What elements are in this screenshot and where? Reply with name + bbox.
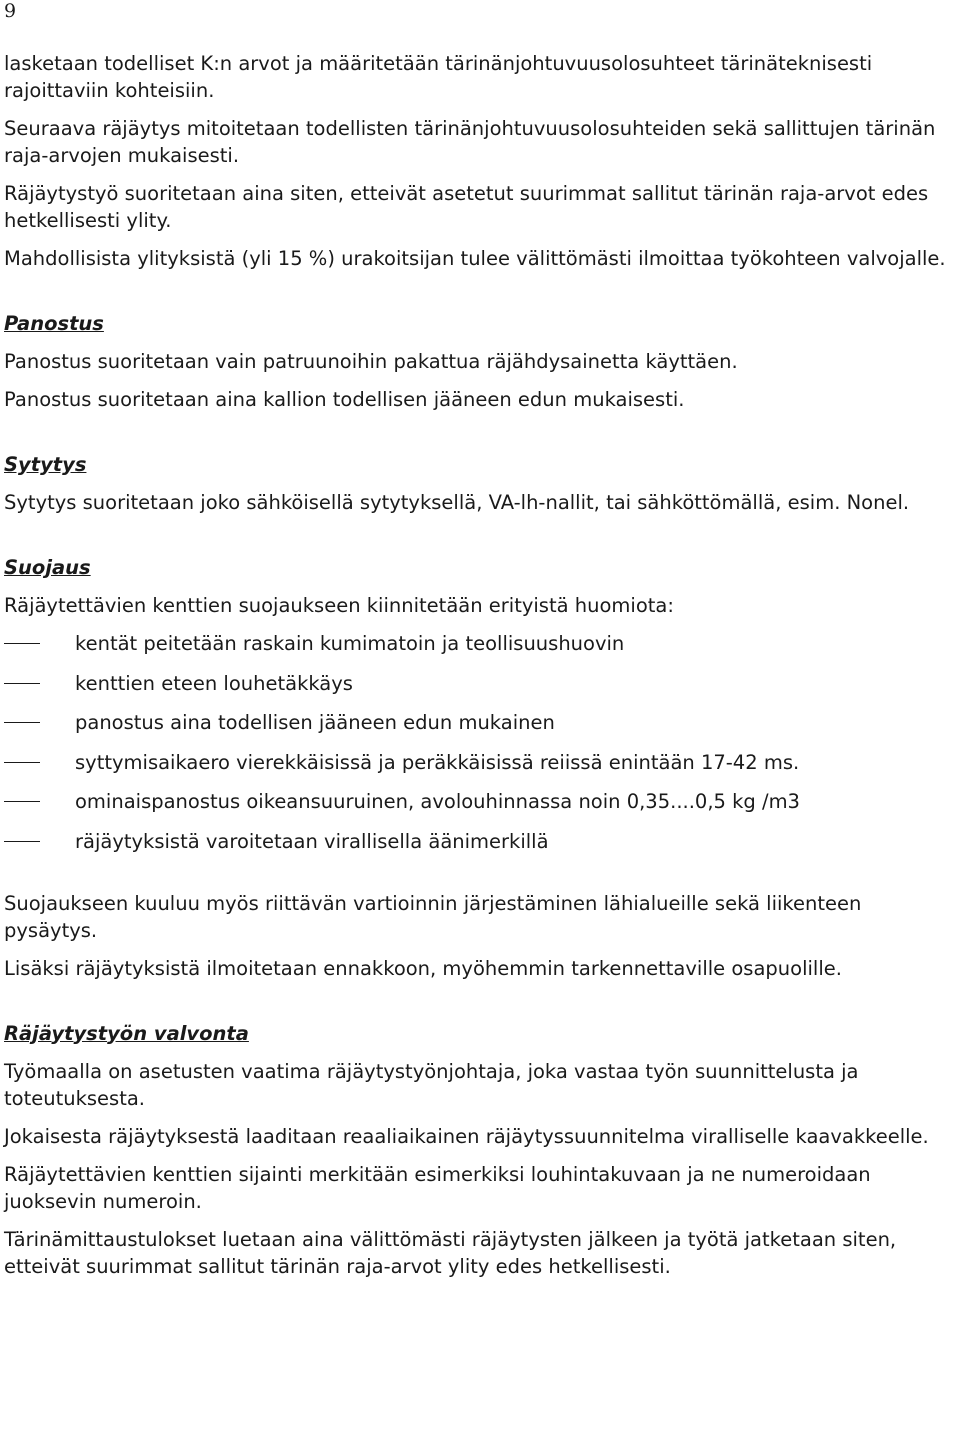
list-item-text: syttymisaikaero vierekkäisissä ja peräkkäisissä reiissä enintään 17-42 ms. xyxy=(75,750,800,774)
sytytys-paragraph: Sytytys suoritetaan joko sähköisellä sytytyksellä, VA-lh-nallit, tai sähköttömällä, esim. Nonel. xyxy=(4,491,910,514)
valvonta-paragraph: Räjäytettävien kenttien sijainti merkitään esimerkiksi louhintakuvaan ja ne numeroidaan juoksevin numeroin. xyxy=(4,1162,871,1213)
list-item xyxy=(4,670,956,697)
intro-paragraph: Seuraava räjäytys mitoitetaan todellisten tärinänjohtuvuusolosuhteiden sekä sallittujen tärinän raja-arvojen mukaisesti. xyxy=(4,117,936,167)
dash-bullet-icon xyxy=(4,683,40,684)
dash-bullet-icon xyxy=(4,762,40,763)
panostus-paragraph: Panostus suoritetaan aina kallion todellisen jääneen edun mukaisesti. xyxy=(4,388,685,411)
list-item xyxy=(4,630,956,657)
suojaus-lead: Räjäytettävien kenttien suojaukseen kiinnitetään erityistä huomiota: xyxy=(4,594,674,617)
suojaus-paragraph: Suojaukseen kuuluu myös riittävän vartioinnin järjestäminen lähialueille sekä liikenteen pysäytys. xyxy=(4,891,862,942)
suojaus-list xyxy=(4,630,956,855)
page-number: 9 xyxy=(4,0,17,22)
list-item-text: ominaispanostus oikeansuuruinen, avolouhinnassa noin 0,35....0,5 kg /m3 xyxy=(75,790,800,813)
section-heading-suojaus: Suojaus xyxy=(4,556,91,579)
section-heading-valvonta: Räjäytystyön valvonta xyxy=(4,1021,249,1045)
intro-paragraph: Räjäytystyö suoritetaan aina siten, etteivät asetetut suurimmat sallitut tärinän raja-arvot edes hetkellisesti ylity. xyxy=(4,182,929,232)
intro-paragraph: Mahdollisista ylityksistä (yli 15 %) urakoitsijan tulee välittömästi ilmoittaa työkohteen valvojalle. xyxy=(4,247,946,270)
dash-bullet-icon xyxy=(4,643,40,644)
suojaus-paragraph: Lisäksi räjäytyksistä ilmoitetaan ennakkoon, myöhemmin tarkennettaville osapuolille. xyxy=(4,956,842,980)
valvonta-paragraph: Työmaalla on asetusten vaatima räjäytystyönjohtaja, joka vastaa työn suunnittelusta ja toteutuksesta. xyxy=(4,1059,859,1110)
panostus-paragraph: Panostus suoritetaan vain patruunoihin pakattua räjähdysainetta käyttäen. xyxy=(4,350,738,373)
dash-bullet-icon xyxy=(4,722,40,723)
list-item-text: panostus aina todellisen jääneen edun mukainen xyxy=(75,711,555,734)
dash-bullet-icon xyxy=(4,801,40,802)
list-item-text: kenttien eteen louhetäkkäys xyxy=(75,671,353,695)
section-heading-sytytys: Sytytys xyxy=(4,453,87,476)
list-item xyxy=(4,828,956,855)
valvonta-paragraph: Jokaisesta räjäytyksestä laaditaan reaaliaikainen räjäytyssuunnitelma viralliselle kaavakkeelle. xyxy=(4,1124,929,1148)
section-heading-panostus: Panostus xyxy=(4,312,104,335)
list-item xyxy=(4,788,956,815)
list-item xyxy=(4,709,956,736)
list-item xyxy=(4,749,956,776)
valvonta-paragraph: Tärinämittaustulokset luetaan aina välittömästi räjäytysten jälkeen ja työtä jatketaan siten, etteivät suurimmat sallitut tärinän raja-arvot ylity edes hetkellisesti. xyxy=(4,1227,897,1278)
intro-paragraph: lasketaan todelliset K:n arvot ja määritetään tärinänjohtuvuusolosuhteet tärinäteknisesti rajoittaviin kohteisiin. xyxy=(4,52,873,102)
document-body xyxy=(4,50,956,1291)
list-item-text: kentät peitetään raskain kumimatoin ja teollisuushuovin xyxy=(75,632,625,655)
list-item-text: räjäytyksistä varoitetaan virallisella äänimerkillä xyxy=(75,829,549,853)
dash-bullet-icon xyxy=(4,841,40,842)
